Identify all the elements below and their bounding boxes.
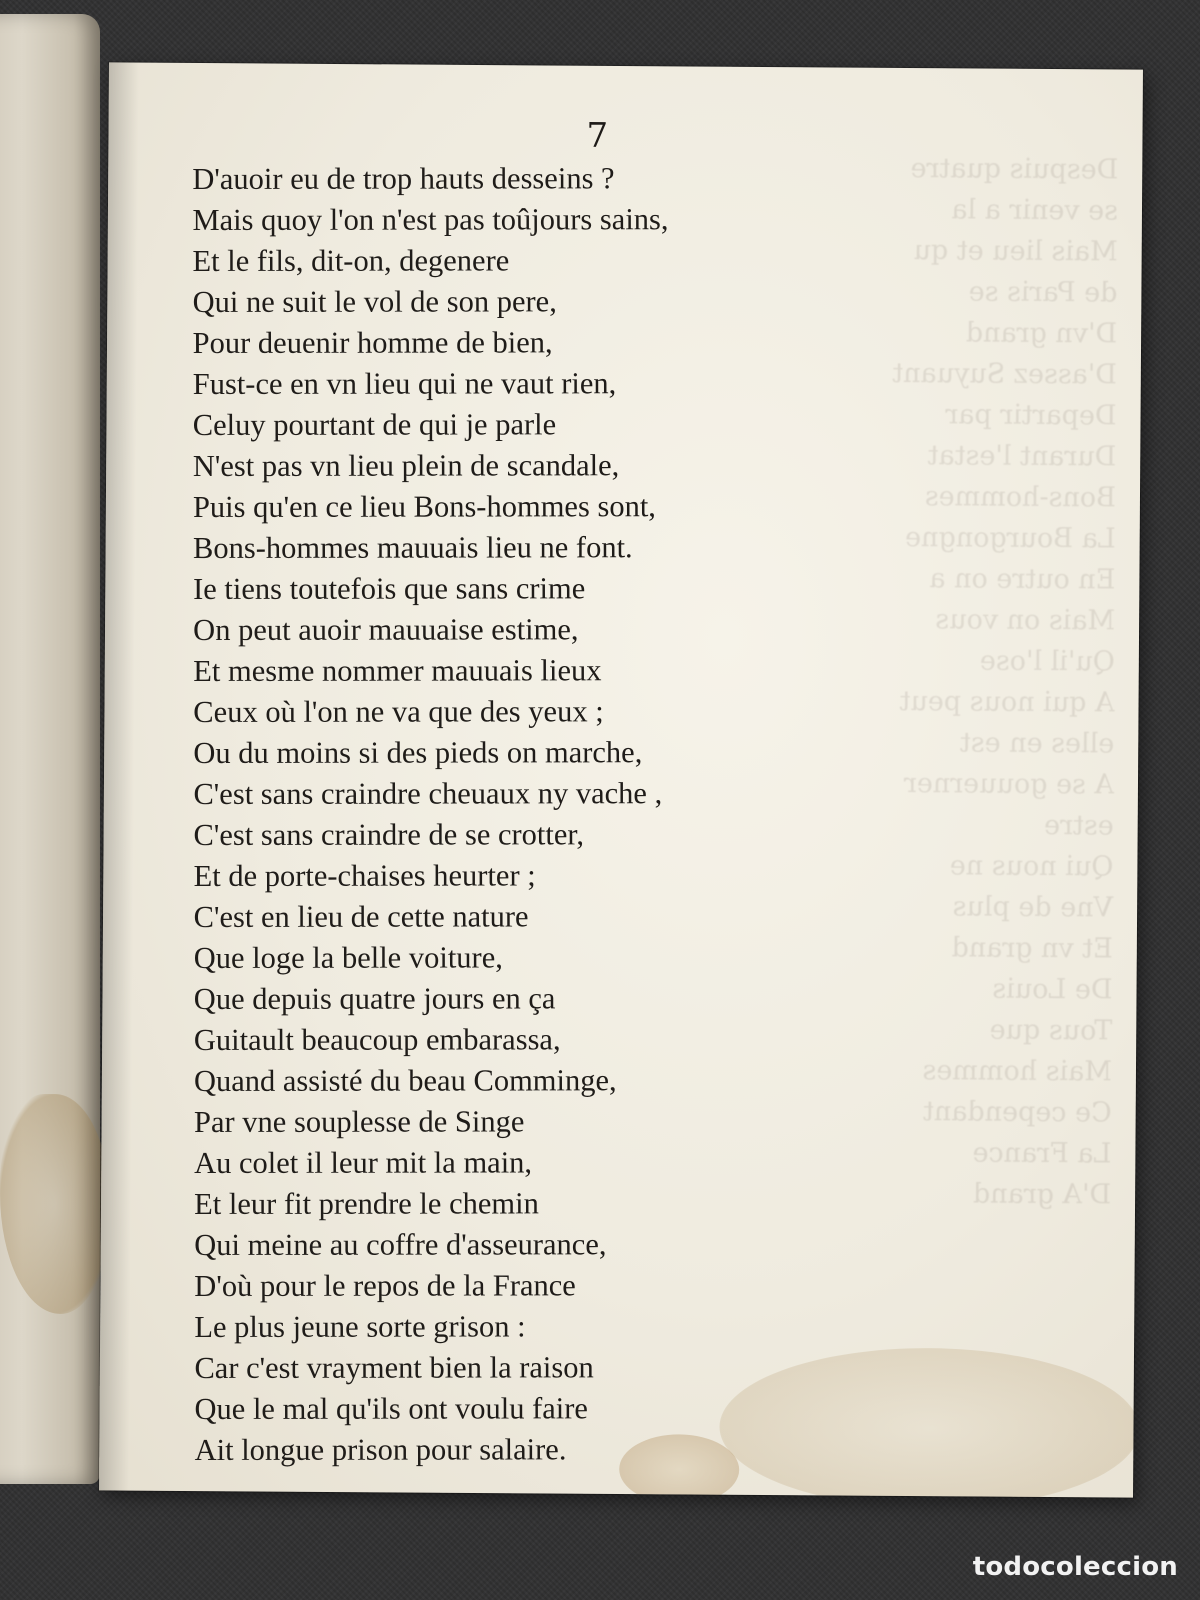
poem-line: Pour deuenir homme de bien, [192,325,553,360]
poem-line: C'est en lieu de cette nature [193,899,529,934]
poem-line: Qui meine au coffre d'asseurance, [194,1227,607,1262]
watermark-logo: todocoleccion [972,1552,1178,1582]
poem-line: D'auoir eu de trop hauts desseins ? [192,161,615,196]
poem-line: Ie tiens toutefois que sans crime [193,571,586,606]
poem-line: C'est sans craindre de se crotter, [193,817,585,852]
poem-line: C'est sans craindre cheuaux ny vache , [193,776,663,811]
show-through-text: Despuis quatre se venir a la Mais lieu et qu de Paris se D'vn grand D'assez Suyuant Departir par Durant l'estat Bons-hommes La Bourgongne En outre on a Mais on vous Qu'il l'ose A qui nous peut elles en est A se gouuerner estre Qui nous ne Vne de plus Et vn grand De Louis Tous que Mais hommes Ce cependant La France D'A grand [892,153,1119,1211]
poem-line: Que loge la belle voiture, [193,940,503,975]
book-page [99,62,1143,1497]
poem-line: Bons-hommes mauuais lieu ne font. [192,530,633,565]
poem-line: Car c'est vrayment bien la raison [194,1350,594,1385]
poem-line: Et mesme nommer mauuais lieux [193,653,602,688]
page-number: 7 [586,115,610,156]
poem-line: Qui ne suit le vol de son pere, [192,284,557,319]
poem-line: Et de porte-chaises heurter ; [193,858,536,893]
poem-line: Et leur fit prendre le chemin [194,1186,539,1221]
poem-line: Par vne souplesse de Singe [193,1104,525,1139]
poem-text [192,158,954,1471]
poem-line: Ou du moins si des pieds on marche, [193,735,643,770]
poem-line: Le plus jeune sorte grison : [194,1309,526,1344]
paper-stain [0,1094,110,1314]
poem-line: Puis qu'en ce lieu Bons-hommes sont, [192,489,656,524]
poem-line: N'est pas vn lieu plein de scandale, [192,448,620,483]
poem-line: Guitault beaucoup embarassa, [193,1022,561,1057]
poem-line: Mais quoy l'on n'est pas toûjours sains, [192,202,669,237]
poem-line: Et le fils, dit-on, degenere [192,243,510,278]
poem-line: Au colet il leur mit la main, [194,1145,533,1180]
poem-line: Ceux où l'on ne va que des yeux ; [193,694,604,729]
poem-line: Ait longue prison pour salaire. [194,1432,567,1467]
poem-line: Que depuis quatre jours en ça [193,981,556,1016]
poem-line: D'où pour le repos de la France [194,1268,576,1303]
poem-line: On peut auoir mauuaise estime, [193,612,579,647]
poem-line: Que le mal qu'ils ont voulu faire [194,1391,588,1426]
poem-line: Quand assisté du beau Comminge, [193,1063,617,1098]
left-page-edge [0,14,100,1484]
poem-line: Fust-ce en vn lieu qui ne vaut rien, [192,366,617,401]
poem-line: Celuy pourtant de qui je parle [192,407,557,442]
